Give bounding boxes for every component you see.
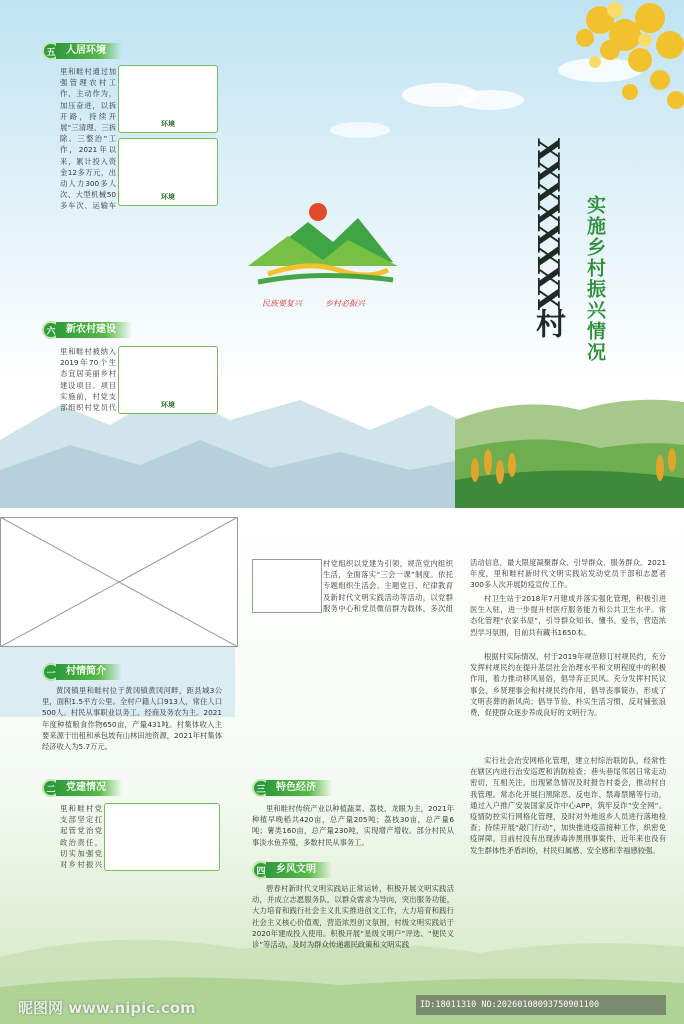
paragraph-party-building-wide bbox=[42, 871, 222, 989]
image-placeholder-middle bbox=[252, 559, 322, 613]
section-heading-village-overview bbox=[42, 663, 122, 681]
brochure-outer-side bbox=[0, 0, 684, 508]
paragraph-text: 村党组织以党建为引领，规范党内组织生活，全面落实“三会一课”制度。依托专题组织生活会、主题党日、纪律教育及新时代文明实践活动等活动，以党群服务中心和党员微信群为载体，多次组 bbox=[323, 559, 453, 613]
paragraph-environment bbox=[60, 66, 116, 211]
paragraph-civilization bbox=[252, 883, 454, 995]
paragraph-public-security bbox=[470, 755, 666, 991]
village-name-title bbox=[530, 138, 565, 337]
paragraph-environment-wide bbox=[60, 207, 220, 317]
image-caption: 环境 bbox=[161, 193, 175, 201]
section-title: 人居环境 bbox=[56, 43, 122, 59]
paragraph-text: 里和畦村通过加强管理农村工作，主动作为，加压奋进，以拆开路，持续开展“三清理、三拆除、三整治”工作，2021年以来，累计投入资金12多万元，出动人力300多人次、大型机械50多车次、运输车 bbox=[60, 67, 116, 211]
paragraph-new-village-wide bbox=[60, 413, 218, 471]
paragraph-new-village bbox=[60, 346, 116, 413]
sun bbox=[309, 203, 327, 221]
paragraph-health-station bbox=[470, 593, 666, 650]
paragraph-text: 实行社会治安网格化管理，建立村综治联防队，经常性在辖区内进行治安巡逻和消防检查；巷头巷尾邻居日常走动密切，互相关注，出现紧急情况及时报告村委会，推动村自我管理。常态化开展扫黑除恶、反电诈、禁毒禁赌等行动，通过入户推广安装国家反诈中心APP，筑牢反诈“安全网”。疫情防控实行网格化管理，及时对外地返乡人员进行落地检查；持续开展“敲门行动”，加快推进疫苗接种工作，织密免疫屏障。目前村没有出现涉毒涉黑刑事案件，近年来也没有发生群体性矛盾纠纷，村民归属感、安全感和幸福感较强。 bbox=[470, 756, 666, 855]
section-number: 一 bbox=[42, 663, 60, 681]
section-heading-environment bbox=[42, 42, 122, 60]
image-caption: 环境 bbox=[161, 120, 175, 128]
image-placeholder-environment-2 bbox=[118, 138, 218, 206]
paragraph-party-activities-wide bbox=[252, 614, 454, 762]
image-placeholder-cover bbox=[0, 517, 238, 647]
section-heading-new-village bbox=[42, 321, 132, 339]
paragraph-text: 碧春村新时代文明实践站正常运转，积极开展文明实践活动，并成立志愿服务队，以群众需求为导向，突出服务功能，大力培育和践行社会主义扎实推进创文工作，大力培育和践行社会主义核心价值观，营造浓烈创文氛围，村级文明实践站于2020年建成投入使用。积极开展“星级文明户”评选、“便民义诊”等活动，及时为群众传递惠民政策和文明实践 bbox=[252, 884, 454, 950]
paragraph-text: 里和畦村党支部坚定扛起管党治党政治责任，切实加强党对乡村振兴 bbox=[60, 804, 102, 870]
watermark-id: ID:18011310 NO:20260108093750901100 bbox=[416, 995, 666, 1015]
paragraph-village-overview bbox=[42, 685, 222, 775]
section-title: 特色经济 bbox=[266, 780, 332, 796]
cloud bbox=[456, 90, 524, 110]
village-suffix: 村 bbox=[530, 308, 565, 337]
section-title: 新农村建设 bbox=[56, 322, 132, 338]
section-heading-civilization bbox=[252, 861, 332, 879]
paragraph-text: 里和畦村被纳入2019年70个生态宜居美丽乡村建设项目。项目实施前，村党支部组织村党员代 bbox=[60, 347, 116, 413]
section-number: 四 bbox=[252, 861, 270, 879]
paragraph-text: 活动信息，最大限度凝聚群众、引导群众、服务群众。2021年度，里和畦村新时代文明实践站发动党员干部和志愿者300多人次开展防疫宣传工作。 bbox=[470, 558, 666, 590]
image-placeholder-environment-1 bbox=[118, 65, 218, 133]
paragraph-special-economy bbox=[252, 803, 454, 859]
slogan-left: 民族要复兴 bbox=[262, 299, 302, 308]
watermark-bar bbox=[0, 985, 684, 1024]
section-number: 二 bbox=[42, 779, 60, 797]
section-title: 党建情况 bbox=[56, 780, 122, 796]
section-title: 村情简介 bbox=[56, 664, 122, 680]
section-heading-party-building bbox=[42, 779, 122, 797]
section-heading-special-economy bbox=[252, 779, 332, 797]
section-title: 乡风文明 bbox=[266, 862, 332, 878]
brochure-inner-side bbox=[0, 517, 684, 1024]
paragraph-civilization-cont bbox=[470, 557, 666, 591]
paragraph-text: 根据村实际情况，村于2019年规范修订村规民约，充分发挥村规民约在提升基层社会治理水平和文明程度中的积极作用，着力推动移风易俗，倡导弃正民风。充分发挥村民议事会、乡贤理事会和村规民约作用，倡导丧事简办，形成了文明丧葬的新风尚；倡导节俭、朴实生活习惯，反对铺张浪费，促使群众逐步养成良好的文明行为。 bbox=[470, 652, 666, 718]
paragraph-party-building bbox=[60, 803, 102, 871]
right-foreground bbox=[455, 470, 684, 508]
paragraph-village-rules bbox=[470, 651, 666, 753]
paragraph-text: 里和畦村传统产业以种植蔬菜、荔枝、龙眼为主，2021年种植早晚稻共420亩，总产量205吨；荔枝30亩，总产量6吨；薯类160亩，总产量230吨，实现增产增收。部分村民从事淡水鱼养殖，多数村民从事务工。 bbox=[252, 804, 454, 847]
cloud bbox=[330, 122, 390, 138]
paragraph-text: 黄冈镇里和畦村位于黄冈镇黄冈河畔，距县城3公里，面积1.5平方公里。全村户籍人口913人，常住人口500人。村民从事职业以务工、经商及务农为主。2021年度种植粮食作物650亩，产量431吨。村集体收入主要来源于出租和承包坡有山林田池资源，2021年村集体经济收入为5.7万元。 bbox=[42, 686, 222, 752]
brochure-main-title: 实施乡村振兴情况 bbox=[584, 195, 606, 363]
paragraph-text: 村卫生站于2018年7月建成并落实强化管理，积极引进医生入驻，进一步提升村医疗服务能力和公共卫生水平。常态化管理“农家书屋”，引导群众知书、懂书、爱书，营造浓烈学习氛围，目前共有藏书1650本。 bbox=[470, 594, 666, 637]
watermark-logo: 昵图网 www.nipic.com bbox=[18, 999, 196, 1017]
ginkgo-leaves bbox=[576, 3, 684, 109]
image-placeholder-new-village bbox=[118, 346, 218, 414]
river-base bbox=[258, 275, 393, 282]
slogan-right: 乡村必振兴 bbox=[325, 299, 365, 308]
paragraph-party-activities bbox=[323, 558, 453, 614]
village-name-placeholder: XXXXXXXX bbox=[530, 138, 565, 309]
section-number: 三 bbox=[252, 779, 270, 797]
mountain-logo bbox=[248, 200, 398, 290]
section-number: 五 bbox=[42, 42, 60, 60]
panel-divider bbox=[0, 508, 684, 517]
image-caption: 环境 bbox=[161, 401, 175, 409]
image-placeholder-party-building bbox=[104, 803, 220, 871]
section-number: 六 bbox=[42, 321, 60, 339]
